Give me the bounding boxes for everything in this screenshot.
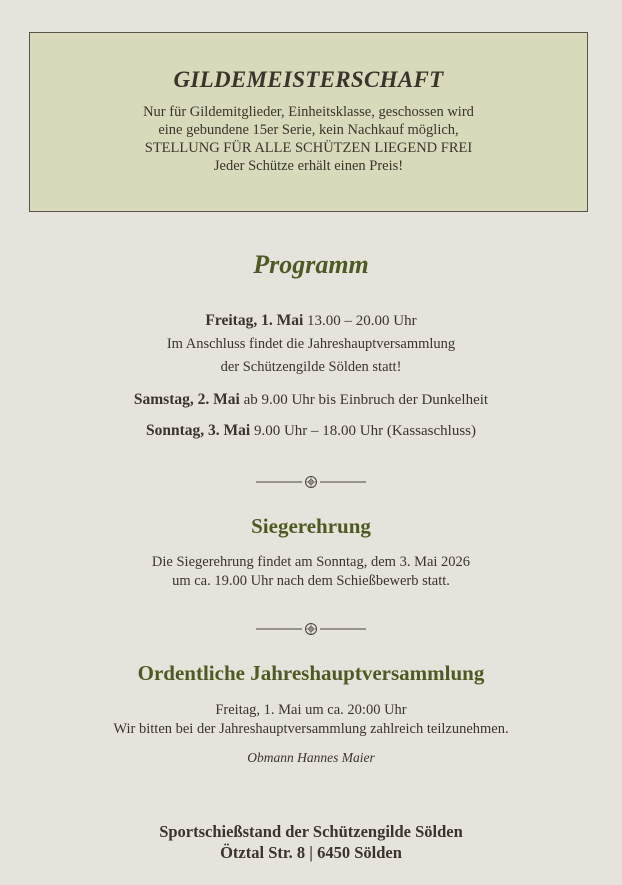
text-line: Die Siegerehrung findet am Sonntag, dem 3. Mai 2026 bbox=[151, 554, 471, 570]
programm-day-1-note bbox=[0, 333, 622, 379]
signature: Obmann Hannes Maier bbox=[247, 750, 375, 765]
day-label: Sonntag, 3. Mai bbox=[145, 422, 251, 439]
ornament-divider-icon bbox=[256, 476, 366, 488]
notice-text bbox=[30, 103, 587, 175]
notice-title: GILDEMEISTERSCHAFT bbox=[173, 67, 444, 92]
programm-day-1 bbox=[0, 309, 622, 333]
day-time: 9.00 Uhr – 18.00 Uhr (Kassaschluss) bbox=[250, 423, 477, 439]
programm-day-3 bbox=[0, 419, 622, 443]
programm-day-2 bbox=[0, 388, 622, 412]
street-address: Ötztal Str. 8 | 6450 Sölden bbox=[220, 843, 402, 862]
day-time: 13.00 – 20.00 Uhr bbox=[303, 313, 417, 329]
programm-heading: Programm bbox=[253, 250, 369, 279]
notice-box bbox=[29, 32, 588, 212]
jhv-text bbox=[0, 701, 622, 739]
note-line: der Schützengilde Sölden statt! bbox=[220, 359, 402, 375]
venue-name: Sportschießstand der Schützengilde Sölden bbox=[159, 822, 463, 841]
siegerehrung-heading: Siegerehrung bbox=[251, 514, 371, 538]
notice-line: Jeder Schütze erhält einen Preis! bbox=[213, 158, 404, 174]
text-line: um ca. 19.00 Uhr nach dem Schießbewerb statt. bbox=[172, 573, 450, 589]
day-label: Freitag, 1. Mai bbox=[205, 312, 304, 329]
day-label: Samstag, 2. Mai bbox=[133, 391, 240, 408]
notice-line: eine gebundene 15er Serie, kein Nachkauf möglich, bbox=[158, 122, 459, 138]
jhv-heading: Ordentliche Jahreshauptversammlung bbox=[137, 661, 485, 685]
footer-address bbox=[0, 821, 622, 863]
text-line: Freitag, 1. Mai um ca. 20:00 Uhr bbox=[215, 702, 407, 718]
day-time: ab 9.00 Uhr bis Einbruch der Dunkelheit bbox=[239, 392, 489, 408]
notice-line: Nur für Gildemitglieder, Einheitsklasse, geschossen wird bbox=[143, 104, 474, 120]
notice-line: STELLUNG FÜR ALLE SCHÜTZEN LIEGEND FREI bbox=[144, 140, 473, 156]
siegerehrung-text bbox=[0, 553, 622, 591]
ornament-divider-icon bbox=[256, 623, 366, 635]
text-line: Wir bitten bei der Jahreshauptversammlung zahlreich teilzunehmen. bbox=[113, 721, 509, 737]
note-line: Im Anschluss findet die Jahreshauptversammlung bbox=[166, 336, 456, 352]
